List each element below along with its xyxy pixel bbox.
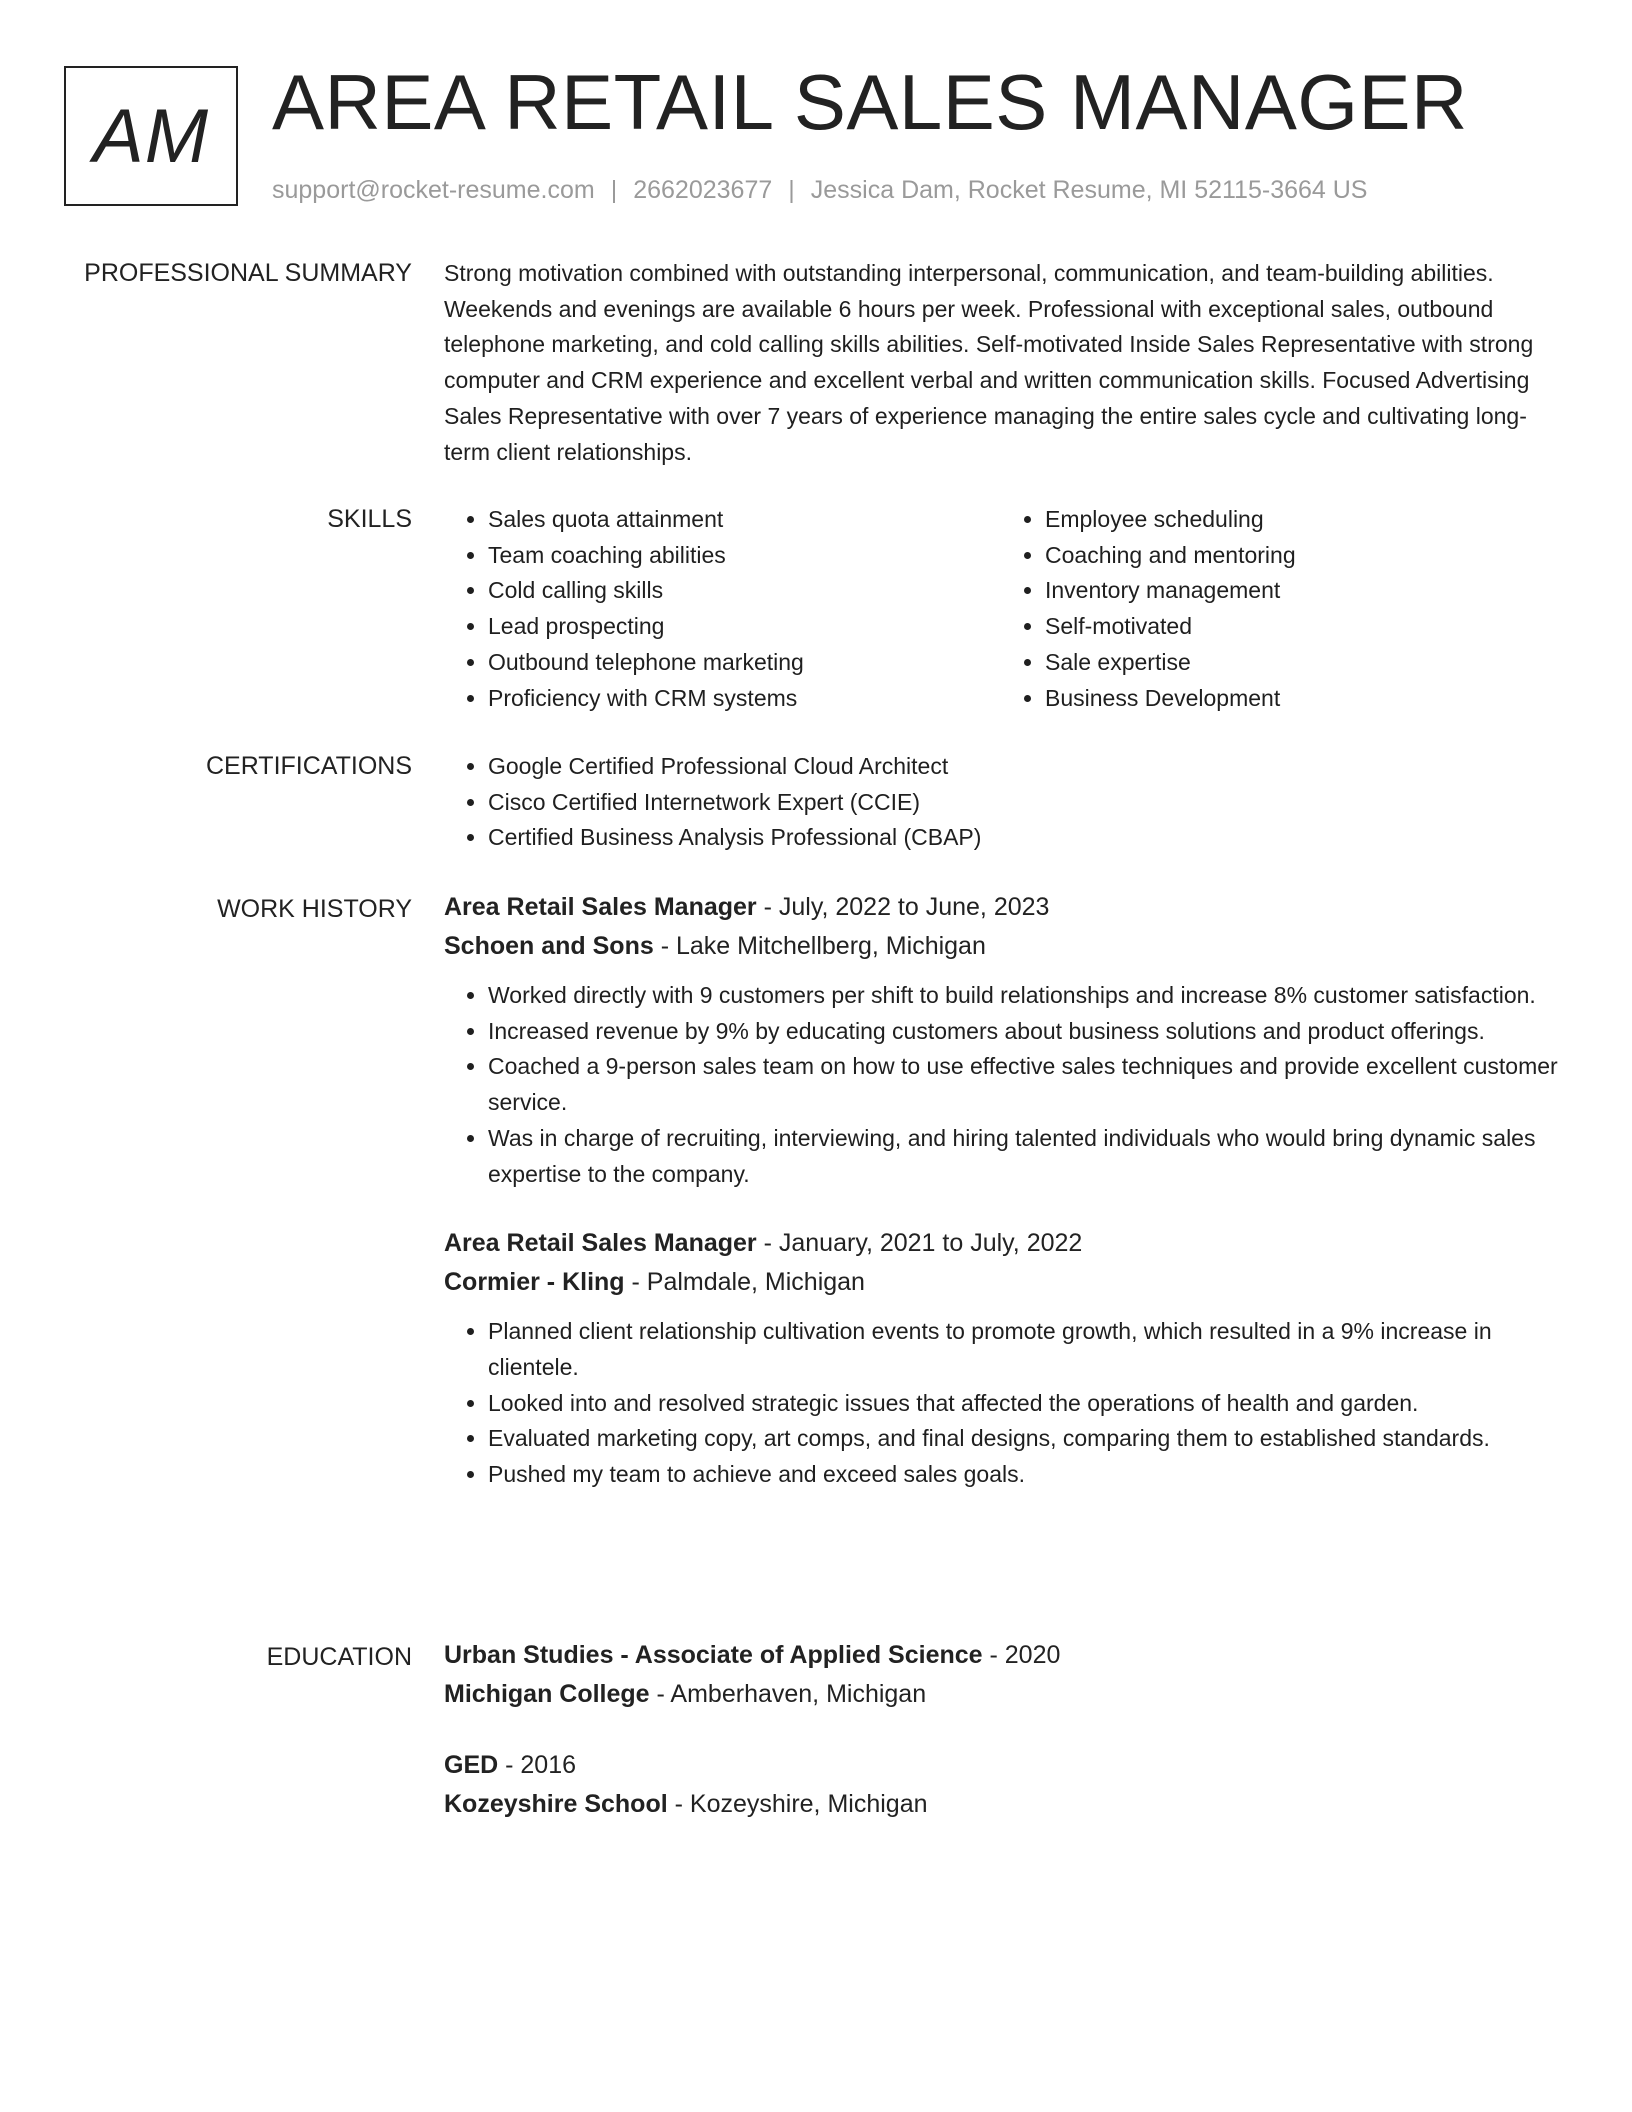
education-location: - Amberhaven, Michigan: [649, 1680, 927, 1708]
job-entry: [444, 1224, 1558, 1493]
job-bullets: [444, 978, 1558, 1192]
job-dates: - January, 2021 to July, 2022: [756, 1229, 1083, 1258]
certifications-list: [444, 749, 1558, 856]
job-company-line: [444, 927, 1558, 966]
education-year: - 2016: [498, 1751, 577, 1779]
monogram-box: [64, 66, 238, 206]
list-item: • Evaluated marketing copy, art comps, and final designs, comparing them to established standards.: [488, 1421, 1558, 1457]
list-item: • Business Development: [1045, 681, 1558, 717]
list-item: • Proficiency with CRM systems: [488, 681, 1001, 717]
list-item: • Sales quota attainment: [488, 502, 1001, 538]
job-location: - Palmdale, Michigan: [624, 1268, 865, 1297]
section-label-summary: PROFESSIONAL SUMMARY: [84, 259, 412, 287]
monogram-initials: AM: [93, 93, 209, 179]
section-label-skills: SKILLS: [327, 505, 412, 533]
list-item: • Worked directly with 9 customers per shift to build relationships and increase 8% customer satisfaction.: [488, 978, 1558, 1014]
education-body: [444, 1636, 1558, 1824]
skills-grid: [444, 502, 1558, 716]
job-title-line: [444, 1224, 1558, 1263]
list-item: • Coached a 9-person sales team on how to use effective sales techniques and provide excellent customer service.: [488, 1049, 1558, 1120]
job-title: Area Retail Sales Manager: [444, 1229, 757, 1258]
list-item: • Was in charge of recruiting, interviewing, and hiring talented individuals who would bring dynamic sales expertise to the company.: [488, 1121, 1558, 1192]
education-school: Michigan College: [444, 1680, 650, 1708]
list-item: • Certified Business Analysis Professional (CBAP): [488, 820, 1558, 856]
list-item: • Lead prospecting: [488, 609, 1001, 645]
job-company: Cormier - Kling: [444, 1268, 625, 1297]
job-location: - Lake Mitchellberg, Michigan: [653, 932, 986, 960]
section-label-education: EDUCATION: [266, 1643, 412, 1671]
list-item: • Self-motivated: [1045, 609, 1558, 645]
education-degree-line: [444, 1746, 1558, 1785]
list-item: • Coaching and mentoring: [1045, 538, 1558, 574]
list-item: • Employee scheduling: [1045, 502, 1558, 538]
list-item: • Cold calling skills: [488, 573, 1001, 609]
education-school: Kozeyshire School: [444, 1790, 668, 1818]
contact-separator: |: [788, 176, 795, 204]
list-item: • Pushed my team to achieve and exceed sales goals.: [488, 1457, 1558, 1493]
job-bullets: [444, 1314, 1558, 1493]
education-school-line: [444, 1675, 1558, 1714]
list-item: • Google Certified Professional Cloud Architect: [488, 749, 1558, 785]
summary-text: Strong motivation combined with outstanding interpersonal, communication, and team-building abilities. Weekends and evenings are available 6 hours per week. Professional with exceptional sales, outbound telephone marketing, and cold calling skills abilities. Self-motivated Inside Sales Representative with strong computer and CRM experience and excellent verbal and written communication skills. Focused Advertising Sales Representative with over 7 years of experience managing the entire sales cycle and cultivating long-term client relationships.: [444, 260, 1534, 465]
job-entry: [444, 888, 1558, 1192]
list-item: • Planned client relationship cultivation events to promote growth, which resulted in a 9% increase in clientele.: [488, 1314, 1558, 1385]
job-company-line: [444, 1263, 1558, 1302]
list-item: • Increased revenue by 9% by educating customers about business solutions and product offerings.: [488, 1014, 1558, 1050]
list-item: • Inventory management: [1045, 573, 1558, 609]
contact-address: Jessica Dam, Rocket Resume, MI 52115-3664 US: [810, 176, 1368, 204]
skills-list-left: [444, 502, 1001, 716]
section-label-work-history: WORK HISTORY: [217, 895, 412, 923]
skills-list-right: [1001, 502, 1558, 716]
education-location: - Kozeyshire, Michigan: [667, 1790, 928, 1818]
education-entry: [444, 1746, 1558, 1824]
list-item: • Looked into and resolved strategic issues that affected the operations of health and garden.: [488, 1386, 1558, 1422]
job-dates: - July, 2022 to June, 2023: [756, 893, 1050, 921]
contact-line: [272, 174, 1367, 206]
list-item: • Team coaching abilities: [488, 538, 1001, 574]
list-item: • Sale expertise: [1045, 645, 1558, 681]
contact-separator: |: [610, 176, 618, 204]
certifications-body: [444, 749, 1558, 856]
education-degree-line: [444, 1636, 1558, 1675]
education-degree: GED: [444, 1751, 499, 1779]
job-title-line: [444, 888, 1558, 927]
education-school-line: [444, 1785, 1558, 1824]
list-item: • Cisco Certified Internetwork Expert (CCIE): [488, 785, 1558, 821]
education-degree: Urban Studies - Associate of Applied Science: [444, 1641, 983, 1669]
section-label-certifications: CERTIFICATIONS: [205, 752, 412, 780]
contact-phone: 2662023677: [633, 176, 773, 204]
candidate-title: AREA RETAIL SALES MANAGER: [272, 58, 1468, 146]
education-year: - 2020: [982, 1641, 1061, 1669]
contact-email: support@rocket-resume.com: [272, 176, 595, 204]
list-item: • Outbound telephone marketing: [488, 645, 1001, 681]
work-history-body: [444, 888, 1558, 1493]
job-title: Area Retail Sales Manager: [444, 893, 757, 921]
education-entry: [444, 1636, 1558, 1714]
job-company: Schoen and Sons: [444, 932, 654, 960]
